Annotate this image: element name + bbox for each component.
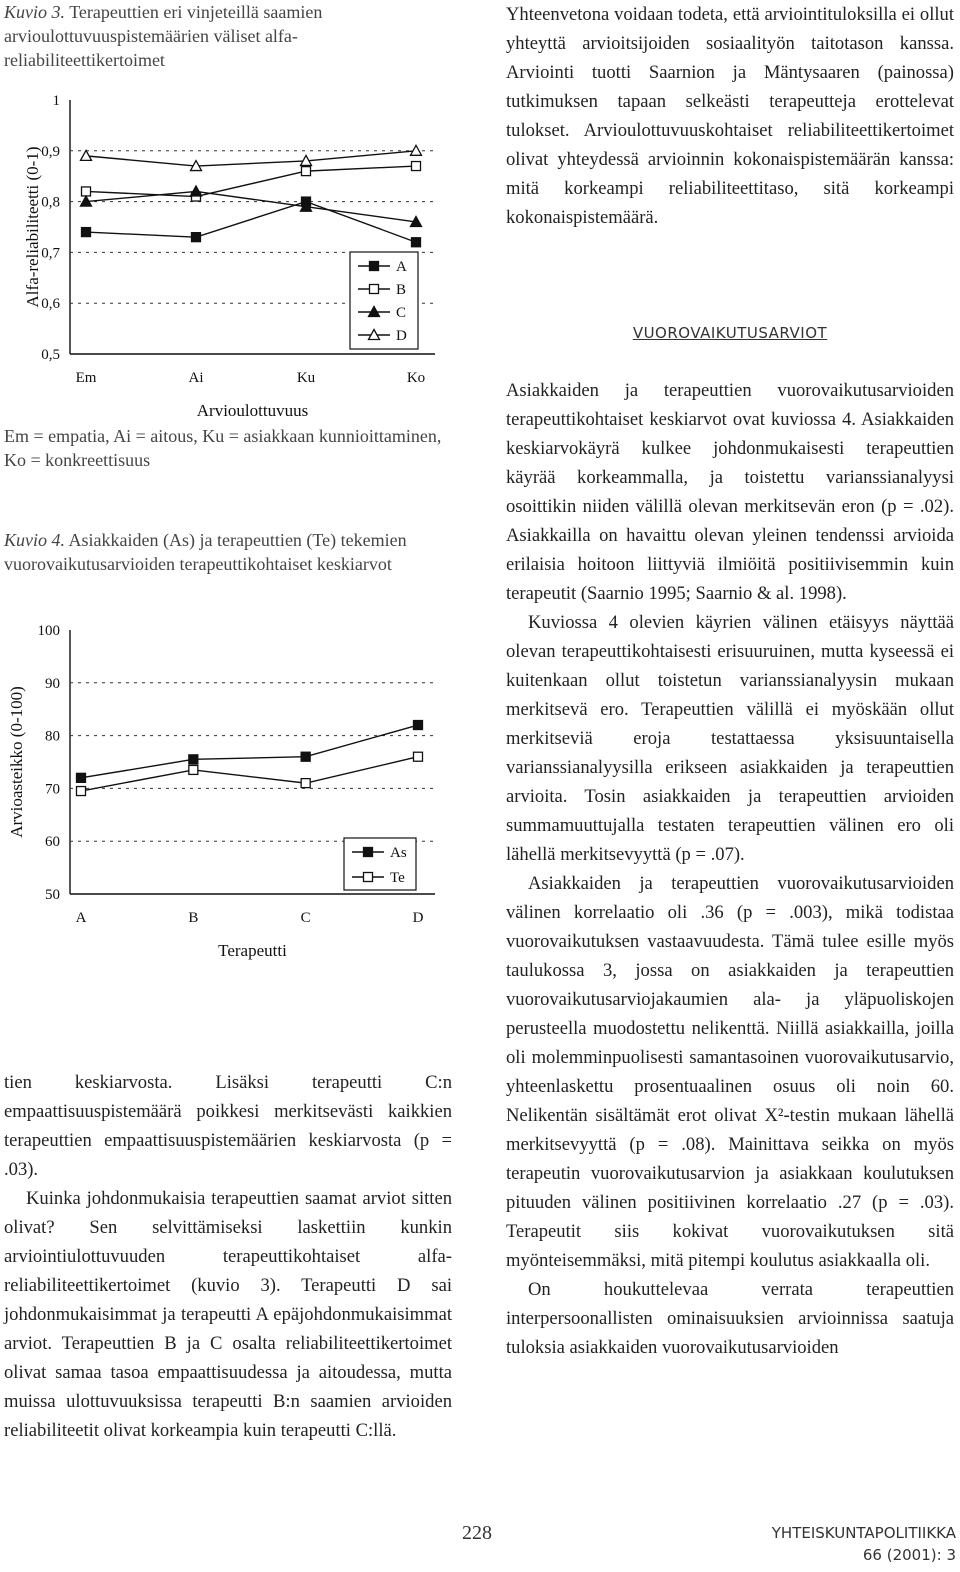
data-point-B bbox=[82, 187, 91, 196]
journal-info bbox=[760, 1522, 956, 1566]
y-axis-label: Alfa-reliabiliteetti (0-1) bbox=[23, 146, 42, 308]
right-column-body bbox=[506, 376, 954, 1362]
x-axis-label: Terapeutti bbox=[218, 941, 287, 960]
series-line-B bbox=[86, 166, 416, 196]
data-point-As bbox=[301, 752, 310, 761]
legend-label-Te: Te bbox=[390, 870, 405, 886]
y-tick-label: 60 bbox=[45, 834, 60, 851]
section-heading: VUOROVAIKUTUSARVIOT bbox=[632, 324, 828, 342]
data-point-B bbox=[412, 162, 421, 171]
legend-label-A: A bbox=[396, 259, 407, 275]
figure3-legend-note: Em = empatia, Ai = aitous, Ku = asiakkaan kunnioittaminen, Ko = konkreettisuus bbox=[4, 426, 442, 470]
figure4-label: Kuvio 4. bbox=[4, 530, 65, 550]
y-tick-label: 70 bbox=[45, 781, 60, 798]
legend-marker-B bbox=[370, 285, 379, 294]
data-point-Te bbox=[414, 752, 423, 761]
data-point-D bbox=[81, 150, 92, 160]
left-paragraph-2: Kuinka johdonmukaisia terapeuttien saamat arviot sitten olivat? Sen selvittämiseksi laskettiin kunkin arviointiulottuvuuden terapeuttikohtaiset alfa-reliabiliteettikertoimet (kuvio 3). Terapeutti D sai johdonmukaisimmat ja terapeutti A epäjohdonmukaisimmat arviot. Terapeuttien B ja C osalta reliabiliteettikertoimet olivat samaa tasoa empaattisuudessa ja aitoudessa, mutta muissa ulottuvuuksissa terapeutti B:n saamien arvioiden reliabiliteetit olivat korkeampia kuin terapeutti C:llä. bbox=[4, 1188, 452, 1441]
x-tick-label: Ai bbox=[188, 370, 204, 386]
legend-label-C: C bbox=[396, 305, 407, 321]
y-tick-label: 0,9 bbox=[41, 143, 60, 160]
legend-label-B: B bbox=[396, 282, 407, 298]
series-line-A bbox=[86, 202, 416, 243]
figure3-plot-area bbox=[23, 93, 435, 420]
y-tick-label: 50 bbox=[45, 887, 60, 903]
right-paragraph-3: Asiakkaiden ja terapeuttien vuorovaikutusarvioiden välinen korrelaatio oli .36 (p = .003), mikä todistaa vuorovaikutuksen vastaavuudesta. Tämä tulee esille myös taulukossa 3, jossa on asiakkaiden ja terapeuttien vuorovaikutusarviojakaumien ala- ja yläpuoliskojen perusteella muodostettu nelikenttä. Niillä asiakkailla, joilla oli molemminpuolisesti samantasoinen vuorovaikutusarvio, yhteenlaskettu prosentuaalinen osuus oli noin 60. Nelikentän sisältämät erot olivat X²-testin mukaan lähellä merkitsevyyttä (p = .08). Mainittava seikka on myös terapeutin vuorovaikutusarvion ja asiakkaan koulutuksen pituuden välinen positiivinen korrelaatio .27 (p = .03). Terapeutit siis kokivat vuorovaikutuksen sitä myönteisemmäksi, mitä pitempi koulutus asiakkaalla oli. bbox=[506, 873, 954, 1271]
series-line-As bbox=[81, 725, 418, 778]
x-tick-label: D bbox=[412, 910, 424, 926]
x-tick-label: B bbox=[188, 910, 199, 926]
y-tick-label: 1 bbox=[52, 93, 60, 109]
y-tick-label: 0,6 bbox=[41, 296, 60, 313]
data-point-B bbox=[302, 167, 311, 176]
figure3-label: Kuvio 3. bbox=[4, 2, 65, 22]
figure3-caption-text: Terapeuttien eri vinjeteillä saamien arvioulottuvuuspistemäärien väliset alfa-reliabiliteettikertoimet bbox=[4, 2, 323, 70]
series-line-D bbox=[86, 151, 416, 166]
data-point-Te bbox=[77, 787, 86, 796]
data-point-As bbox=[414, 721, 423, 730]
figure3-caption bbox=[4, 0, 452, 72]
page-number: 228 bbox=[462, 1522, 492, 1544]
figure3-legend-note-wrap bbox=[4, 424, 452, 472]
series-line-Te bbox=[81, 757, 418, 791]
y-tick-label: 80 bbox=[45, 728, 60, 745]
data-point-Te bbox=[301, 779, 310, 788]
data-point-D bbox=[411, 145, 422, 155]
x-tick-label: A bbox=[75, 910, 87, 926]
figure4-caption bbox=[4, 528, 452, 576]
legend-label-D: D bbox=[396, 328, 407, 344]
data-point-A bbox=[82, 228, 91, 237]
left-paragraph-1: tien keskiarvosta. Lisäksi terapeutti C:n empaattisuuspistemäärä poikkesi merkitsevästi kaikkien terapeuttien empaattisuuspistemäärien keskiarvosta (p = .03). bbox=[4, 1072, 452, 1180]
left-body-text bbox=[4, 1068, 452, 1445]
data-point-As bbox=[77, 773, 86, 782]
legend-marker-As bbox=[364, 848, 373, 857]
data-point-Te bbox=[189, 765, 198, 774]
figure3-chart bbox=[0, 82, 450, 422]
y-tick-label: 90 bbox=[45, 675, 60, 692]
figure4-chart bbox=[0, 616, 450, 976]
right-column-top bbox=[506, 0, 954, 232]
x-axis-label: Arvioulottuvuus bbox=[196, 401, 309, 420]
y-tick-label: 0,7 bbox=[41, 245, 60, 262]
legend-marker-A bbox=[370, 262, 379, 271]
right-paragraph-4: On houkuttelevaa verrata terapeuttien interpersoonallisten ominaisuuksien arvioinnissa saatuja tuloksia asiakkaiden vuorovaikutusarvioiden bbox=[506, 1279, 954, 1358]
data-point-C bbox=[191, 186, 202, 196]
x-tick-label: C bbox=[300, 910, 311, 926]
y-tick-label: 100 bbox=[37, 623, 60, 639]
journal-issue: 66 (2001): 3 bbox=[862, 1546, 956, 1564]
y-tick-label: 0,5 bbox=[41, 347, 60, 363]
data-point-As bbox=[189, 755, 198, 764]
series-line-C bbox=[86, 191, 416, 221]
figure4-caption-text: Asiakkaiden (As) ja terapeuttien (Te) tekemien vuorovaikutusarvioiden terapeuttikohtaiset keskiarvot bbox=[4, 530, 407, 574]
data-point-A bbox=[192, 233, 201, 242]
x-tick-label: Em bbox=[75, 370, 97, 386]
y-axis-label: Arvioasteikko (0-100) bbox=[7, 686, 26, 838]
x-tick-label: Ko bbox=[406, 370, 426, 386]
right-paragraph-2: Kuviossa 4 olevien käyrien välinen etäisyys näyttää olevan terapeuttikohtaisesti erisuuruinen, mutta kyseessä ei kuitenkaan ollut toistetun varianssianalyysin mukaan merkitsevä ero. Terapeuttien välillä ei myöskään ollut merkitseviä eroja testattaessa yksisuuntaisella varianssianalyysilla erikseen asiakkaiden ja terapeuttien arvioita. Tosin asiakkaiden ja terapeuttien arvioiden summamuuttujalla testaten terapeuttien välinen ero oli lähellä merkitsevyyttä (p = .07). bbox=[506, 612, 954, 865]
x-tick-label: Ku bbox=[296, 370, 316, 386]
legend-marker-Te bbox=[364, 873, 373, 882]
y-tick-label: 0,8 bbox=[41, 194, 60, 211]
right-paragraph-1: Asiakkaiden ja terapeuttien vuorovaikutusarvioiden terapeuttikohtaiset keskiarvot ovat kuviossa 4. Asiakkaiden keskiarvokäyrä kulkee johdonmukaisesti terapeuttien käyrää korkeammalla, ja toistettu varianssianalyysi osoittikin niiden välillä olevan merkitsevän eron (p = .02). Asiakkailla on havaittu olevan yleinen tendenssi arvioida erilaisia hoitoon liittyviä ilmiöitä positiivisemmin kuin terapeutit (Saarnio 1995; Saarnio & al. 1998). bbox=[506, 380, 954, 604]
figure4-plot-area bbox=[7, 623, 435, 960]
journal-name: YHTEISKUNTAPOLITIIKKA bbox=[771, 1524, 956, 1542]
data-point-A bbox=[412, 238, 421, 247]
right-paragraph-0: Yhteenvetona voidaan todeta, että arviointituloksilla ei ollut yhteyttä arvioitsijoiden sosiaalityön taitotason kanssa. Arviointi tuotti Saarnion ja Mäntysaaren (painossa) tutkimuksen tapaan selkeästi terapeutteja erottelevat tulokset. Arvioulottuvuuskohtaiset reliabiliteettikertoimet olivat yhteydessä arvioinnin kokonaispistemäärän kanssa: mitä korkeampi reliabiliteettitaso, sitä korkeampi kokonaispistemäärä. bbox=[506, 4, 954, 228]
legend-label-As: As bbox=[390, 845, 407, 861]
